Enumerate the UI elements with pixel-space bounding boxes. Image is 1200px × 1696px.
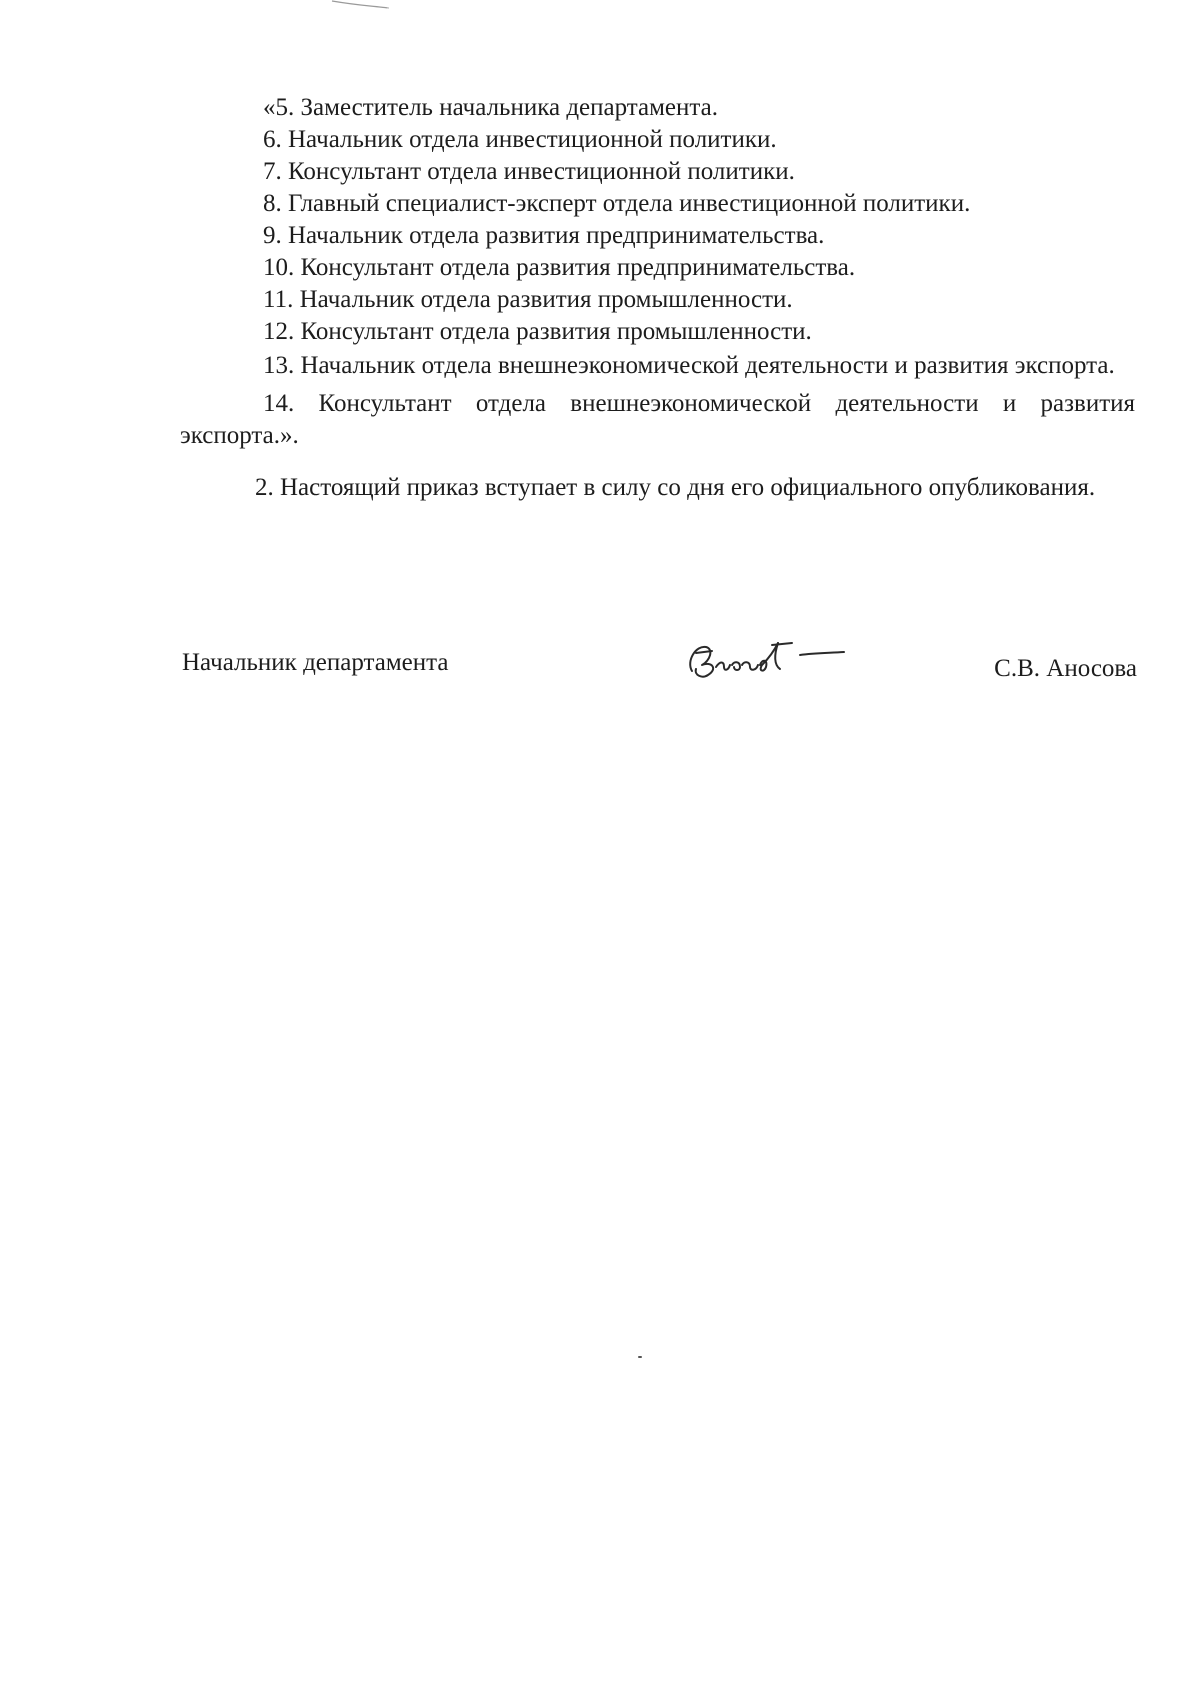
list-item-14: 14. Консультант отдела внешнеэкономической деятельности и развития экспорта.». bbox=[180, 390, 1135, 449]
list-item: 12. Консультант отдела развития промышленности. bbox=[263, 318, 812, 345]
scan-speck bbox=[638, 1356, 642, 1358]
signature-block bbox=[182, 645, 1137, 695]
clause-2: 2. Настоящий приказ вступает в силу со дня его официального опубликования. bbox=[255, 474, 1096, 501]
list-item: 8. Главный специалист-эксперт отдела инвестиционной политики. bbox=[263, 190, 971, 217]
list-item: 11. Начальник отдела развития промышленности. bbox=[263, 286, 793, 313]
signatory-title: Начальник департамента bbox=[182, 649, 449, 676]
scan-artifact bbox=[330, 0, 390, 10]
list-item: 7. Консультант отдела инвестиционной политики. bbox=[263, 158, 795, 185]
signatory-name: С.В. Аносова bbox=[994, 655, 1137, 682]
handwritten-signature bbox=[682, 631, 862, 691]
list-item-13: 13. Начальник отдела внешнеэкономической деятельности и развития экспорта. bbox=[263, 352, 1115, 379]
list-item: 10. Консультант отдела развития предпринимательства. bbox=[263, 254, 856, 281]
list-item: «5. Заместитель начальника департамента. bbox=[263, 94, 718, 121]
list-item: 6. Начальник отдела инвестиционной политики. bbox=[263, 126, 777, 153]
list-item: 9. Начальник отдела развития предпринимательства. bbox=[263, 222, 825, 249]
document-body bbox=[180, 92, 1135, 504]
